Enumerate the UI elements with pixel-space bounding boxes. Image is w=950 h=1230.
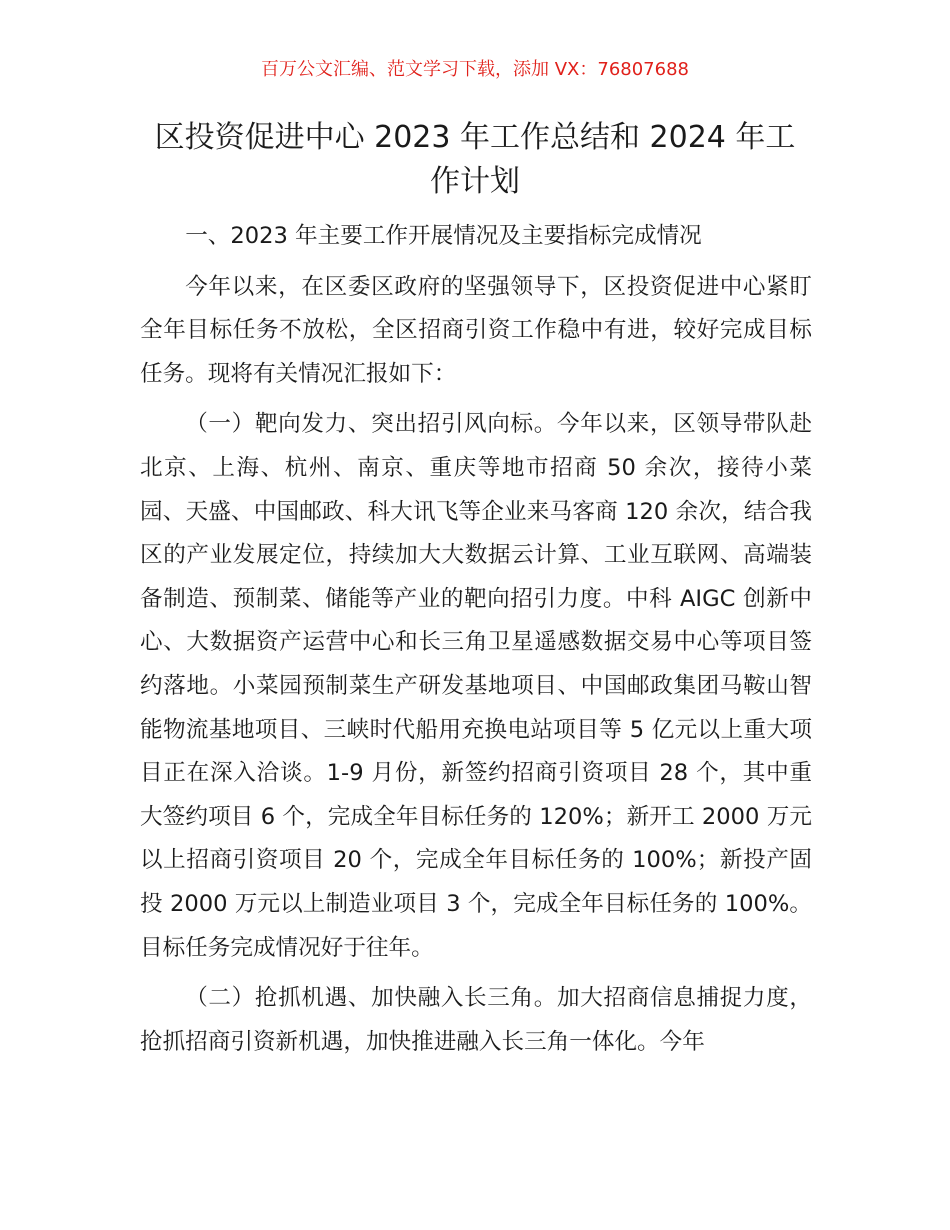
- header-banner: 百万公文汇编、范文学习下载，添加 VX：76807688: [261, 59, 689, 80]
- section-heading: 一、2023 年主要工作开展情况及主要指标完成情况: [185, 223, 702, 249]
- document-title: 区投资促进中心 2023 年工作总结和 2024 年工作计划: [154, 120, 796, 199]
- paragraph-intro: 今年以来，在区委区政府的坚强领导下，区投资促进中心紧盯全年目标任务不放松，全区招商引资工作稳中有进，较好完成目标任务。现将有关情况汇报如下：: [140, 273, 812, 387]
- document-body: [140, 215, 812, 1071]
- paragraph-section-2: （二）抢抓机遇、加快融入长三角。加大招商信息捕捉力度，抢抓招商引资新机遇，加快推进融入长三角一体化。今年: [140, 985, 812, 1055]
- paragraph-section-1: （一）靶向发力、突出招引风向标。今年以来，区领导带队赴北京、上海、杭州、南京、重庆等地市招商 50 余次，接待小菜园、天盛、中国邮政、科大讯飞等企业来马客商 120 余次，结合我区的产业发展定位，持续加大大数据云计算、工业互联网、高端装备制造、预制菜、储能等产业的靶向招引力度。中科 AIGC 创新中心、大数据资产运营中心和长三角卫星遥感数据交易中心等项目签约落地。小菜园预制菜生产研发基地项目、中国邮政集团马鞍山智能物流基地项目、三峡时代船用充换电站项目等 5 亿元以上重大项目正在深入洽谈。1-9 月份，新签约招商引资项目 28 个，其中重大签约项目 6 个，完成全年目标任务的 120%；新开工 2000 万元以上招商引资项目 20 个，完成全年目标任务的 100%；新投产固投 2000 万元以上制造业项目 3 个，完成全年目标任务的 100%。目标任务完成情况好于往年。: [140, 411, 812, 961]
